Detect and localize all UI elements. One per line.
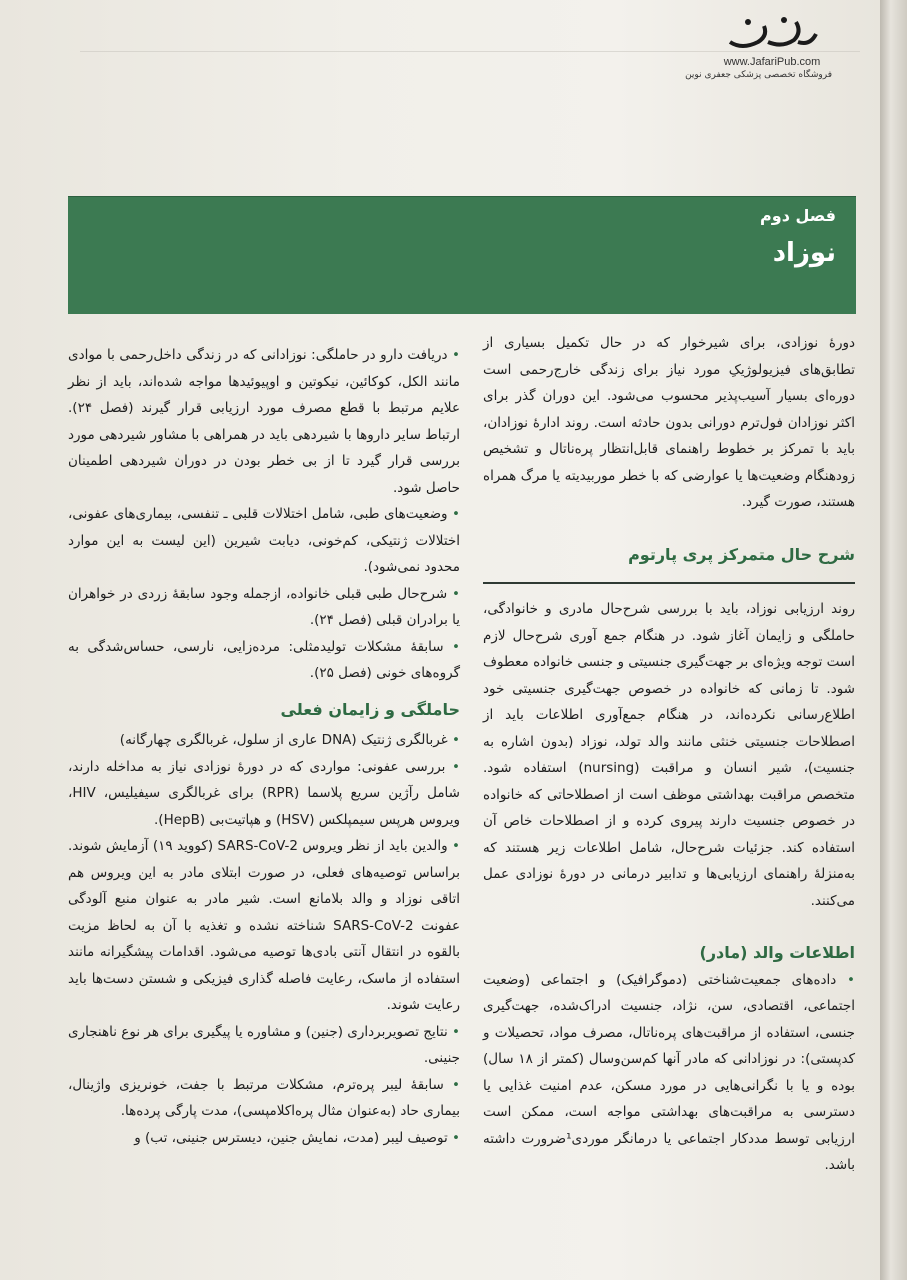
heading-peripartum-history: شرح حال متمرکز پری پارتوم xyxy=(483,542,855,585)
list-item: • توصیف لیبر (مدت، نمایش جنین، دیسترس جنینی، تب) و xyxy=(68,1125,460,1152)
logo-site-url: www.JafariPub.com xyxy=(723,56,821,68)
publisher-logo xyxy=(685,12,832,104)
left-column xyxy=(68,342,460,1151)
right-column xyxy=(483,330,855,1179)
peripartum-paragraph: روند ارزیابی نوزاد، باید با بررسی شرح‌حال مادری و خانوادگی، حاملگی و زایمان آغاز شود. در هنگام جمع آوری شرح‌حال لازم است توجه ویژه‌ای بر جهت‌گیری جنسیتی و جنسی خانواده معطوف شود. تا زمانی که خانواده در خصوص جهت‌گیری جنسیتی خود اطلاع‌رسانی نکرده‌اند، در هنگام جمع‌آوری اطلاعات باید از اصطلاحات جنسیتی خنثی مانند والد تولد، نوزاد (بدون اشاره به جنسیت)، شیر انسان و مراقبت (nursing) استفاده شود. متخصص مراقبت بهداشتی موظف است از اصطلاحاتی که خانواده در خصوص جنسیت دارند پیروی کرده و از اصطلاحات خاص آن استفاده کند. جزئیات شرح‌حال، شامل اطلاعات زیر هستند که به‌منزلهٔ راهنمای ارزیابی‌ها و تدابیر درمانی در دورهٔ نوزادی عمل می‌کنند. xyxy=(483,601,855,909)
parent-demographics-bullet: • داده‌های جمعیت‌شناختی (دموگرافیک) و اجتماعی (وضعیت اجتماعی، اقتصادی، سن، نژاد، جنسیت ادراک‌شده، جهت‌گیری جنسی، استفاده از مراقبت‌های پره‌ناتال، مصرف مواد، تحصیلات و کدپستی): در نوزادانی که مادر آنها کم‌سن‌وسال (کمتر از ۱۸ سال) بوده و یا با نگرانی‌هایی در مورد مسکن، عدم امنیت غذایی یا دسترسی به مراقبت‌های بهداشتی مواجه است، ممکن است ارزیابی توسط مددکار اجتماعی یا درمانگر موردی¹ضرورت داشته باشد. xyxy=(483,967,855,1179)
list-item: • نتایج تصویربرداری (جنین) و مشاوره یا پیگیری برای هر نوع ناهنجاری جنینی. xyxy=(68,1019,460,1072)
heading-pregnancy-delivery: حاملگی و زایمان فعلی xyxy=(280,699,460,719)
chapter-title: نوزاد xyxy=(772,238,836,268)
intro-paragraph: دورهٔ نوزادی، برای شیرخوار که در حال تکمیل بسیاری از تطابق‌های فیزیولوژیکِ مورد نیاز برای زندگی خارج‌رحمی است دوره‌ای بسیار آسیب‌پذیر محسوب می‌شود. این دوران گذر برای اکثر نوزادان فول‌ترم دورانی بدون حادثه است. روند ادارهٔ نوزادان، باید با تمرکز بر خطوط راهنمای قابل‌انتظار پره‌ناتال و تشخیص زودهنگام وضعیت‌ها یا عوارضی که با خطر موربیدیته یا مرگ همراه هستند، صورت گیرد. xyxy=(483,335,855,510)
list-item: • بررسی عفونی: مواردی که در دورهٔ نوزادی نیاز به مداخله دارند، شامل رآژین سریع پلاسما (RPR) برای غربالگری سیفیلیس، HIV، ویروس هرپس سیمپلکس (HSV) و هپاتیت‌بی (HepB). xyxy=(68,754,460,834)
chapter-number: فصل دوم xyxy=(760,206,836,225)
list-item: • والدین باید از نظر ویروس SARS-CoV-2 (کووید ۱۹) آزمایش شوند. براساس توصیه‌های فعلی، در صورت ابتلای مادر به این ویروس هم اتاقی نوزاد و والد بلامانع است. شیر مادر به عنوان منبع آلودگی عفونت SARS-CoV-2 شناخته نشده و تغذیه با آن به لحاظ مزیت بالقوه در انتقال آنتی بادی‌ها توصیه می‌شود. اقدامات پیشگیرانه مانند استفاده از ماسک، رعایت فاصله گذاری فیزیکی و شستن دست‌ها باید رعایت شوند. xyxy=(68,833,460,1019)
jafari-logo-icon xyxy=(724,12,820,54)
list-item: • وضعیت‌های طبی، شامل اختلالات قلبی ـ تنفسی، بیماری‌های عفونی، اختلالات ژنتیکی، کم‌خونی، دیابت شیرین (این لیست به این موارد محدود نمی‌شود). xyxy=(68,501,460,581)
adjacent-page-edge xyxy=(880,0,907,1280)
list-item: • شرح‌حال طبی قبلی خانواده، ازجمله وجود سابقهٔ زردی در خواهران یا برادران قبلی (فصل ۲۴). xyxy=(68,581,460,634)
heading-parent-info: اطلاعات والد (مادر) xyxy=(699,943,855,962)
list-item: • دریافت دارو در حاملگی: نوزادانی که در زندگی داخل‌رحمی با موادی مانند الکل، کوکائین، نیکوتین و اوپیوئیدها مواجه شده‌اند، باید از نظر علایم مرتبط با قطع مصرف مورد ارزیابی قرار گیرند (فصل ۲۴). ارتباط سایر داروها با شیردهی باید در همراهی با مشاور شیردهی مورد بررسی قرار گیرد تا از بی خطر بودن در دوران شیردهی اطمینان حاصل شود. xyxy=(68,342,460,501)
list-item: • سابقهٔ مشکلات تولیدمثلی: مرده‌زایی، نارسی، حساس‌شدگی به گروه‌های خونی (فصل ۲۵). xyxy=(68,634,460,687)
logo-store-name: فروشگاه تخصصی پزشکی جعفری نوین xyxy=(685,70,832,80)
list-item: • غربالگری ژنتیک (DNA عاری از سلول، غربالگری چهارگانه) xyxy=(68,727,460,754)
chapter-banner xyxy=(68,196,856,314)
list-item: • سابقهٔ لیبر پره‌ترم، مشکلات مرتبط با جفت، خونریزی واژینال، بیماری حاد (به‌عنوان مثال پره‌اکلامپسی)، مدت پارگی پرده‌ها. xyxy=(68,1072,460,1125)
